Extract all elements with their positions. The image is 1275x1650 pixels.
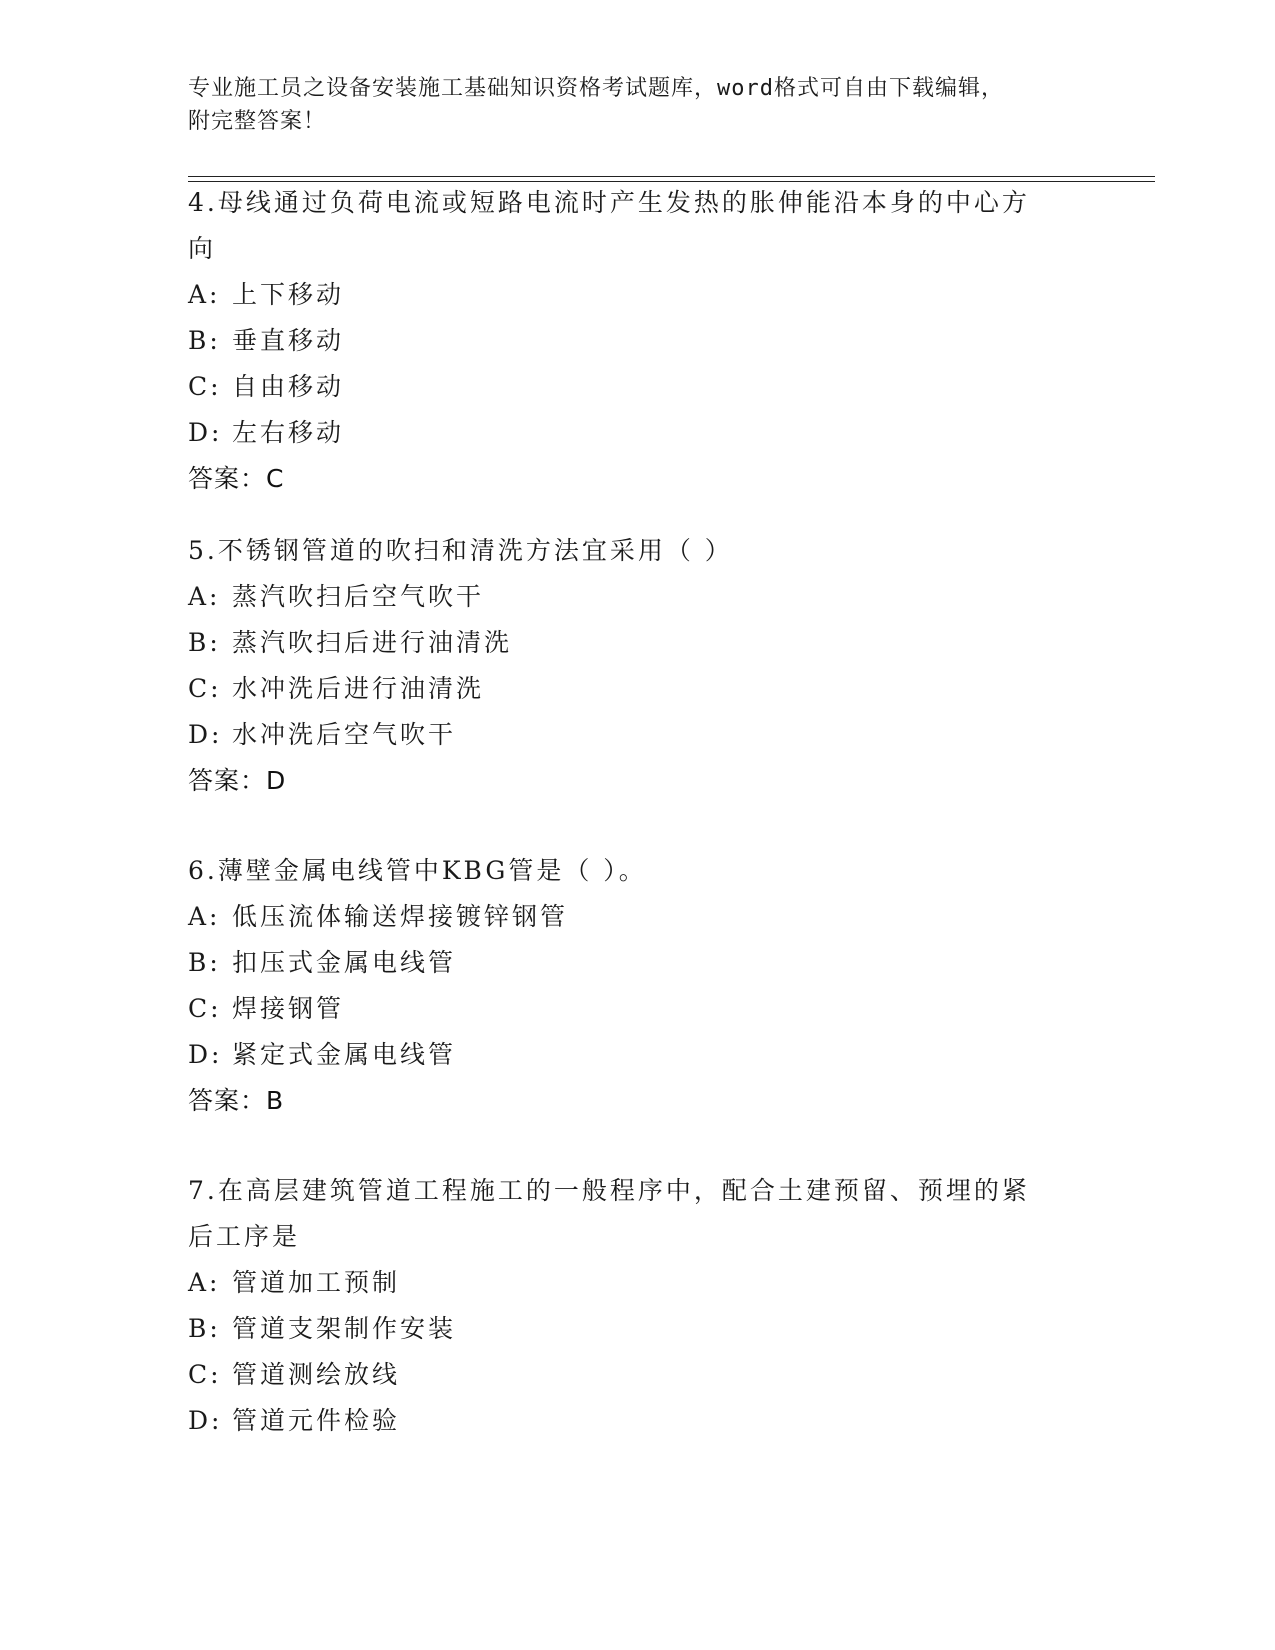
- option-letter: C:: [188, 1360, 222, 1389]
- option-d: [188, 410, 1088, 456]
- header-line-1: 专业施工员之设备安装施工基础知识资格考试题库，word格式可自由下载编辑，: [188, 76, 1004, 101]
- answer: 答案：C: [188, 464, 285, 493]
- option-letter: B:: [188, 1314, 221, 1343]
- option-text: 焊接钢管: [232, 994, 345, 1023]
- question-stem: [188, 180, 1088, 272]
- question-stem: [188, 848, 1088, 894]
- option-text: 水冲洗后空气吹干: [232, 720, 457, 749]
- option-letter: D:: [188, 720, 223, 749]
- option-letter: B:: [188, 948, 221, 977]
- option-text: 蒸汽吹扫后进行油清洗: [232, 628, 513, 657]
- option-d: [188, 1398, 1088, 1444]
- option-text: 左右移动: [232, 418, 345, 447]
- option-c: [188, 986, 1088, 1032]
- option-text: 扣压式金属电线管: [232, 948, 457, 977]
- question-stem: [188, 1168, 1088, 1260]
- answer: 答案：B: [188, 1086, 285, 1115]
- option-letter: D:: [188, 418, 223, 447]
- question-stem-line: 6.薄壁金属电线管中KBG管是（ ）。: [188, 856, 647, 885]
- header-divider-top: [188, 176, 1155, 177]
- option-text: 管道元件检验: [232, 1406, 401, 1435]
- option-c: [188, 364, 1088, 410]
- option-letter: D:: [188, 1406, 223, 1435]
- option-letter: C:: [188, 994, 222, 1023]
- option-text: 管道测绘放线: [232, 1360, 401, 1389]
- question-stem-line: 后工序是: [188, 1222, 301, 1251]
- option-letter: A:: [188, 902, 221, 931]
- question-stem: [188, 528, 1088, 574]
- option-b: [188, 620, 1088, 666]
- option-text: 水冲洗后进行油清洗: [232, 674, 485, 703]
- option-b: [188, 1306, 1088, 1352]
- option-text: 上下移动: [232, 280, 345, 309]
- option-letter: A:: [188, 280, 221, 309]
- option-text: 紧定式金属电线管: [232, 1040, 457, 1069]
- option-letter: A:: [188, 1268, 221, 1297]
- option-a: [188, 1260, 1088, 1306]
- option-text: 自由移动: [232, 372, 345, 401]
- answer: 答案：D: [188, 766, 287, 795]
- option-b: [188, 940, 1088, 986]
- question-6: [188, 848, 1088, 1124]
- option-letter: A:: [188, 582, 221, 611]
- option-letter: C:: [188, 674, 222, 703]
- option-text: 垂直移动: [232, 326, 345, 355]
- option-text: 低压流体输送焊接镀锌钢管: [232, 902, 569, 931]
- option-letter: D:: [188, 1040, 223, 1069]
- option-text: 管道加工预制: [232, 1268, 401, 1297]
- option-b: [188, 318, 1088, 364]
- question-5: [188, 528, 1088, 804]
- option-a: [188, 272, 1088, 318]
- question-stem-line: 5.不锈钢管道的吹扫和清洗方法宜采用（ ）: [188, 536, 733, 565]
- option-text: 蒸汽吹扫后空气吹干: [232, 582, 485, 611]
- question-stem-line: 向: [188, 234, 217, 263]
- option-a: [188, 894, 1088, 940]
- question-4: [188, 180, 1088, 502]
- option-letter: B:: [188, 326, 221, 355]
- option-a: [188, 574, 1088, 620]
- option-letter: C:: [188, 372, 222, 401]
- option-d: [188, 1032, 1088, 1078]
- question-7: [188, 1168, 1088, 1444]
- option-text: 管道支架制作安装: [232, 1314, 457, 1343]
- header-line-2: 附完整答案！: [188, 109, 327, 134]
- option-c: [188, 1352, 1088, 1398]
- option-letter: B:: [188, 628, 221, 657]
- option-d: [188, 712, 1088, 758]
- question-stem-line: 4.母线通过负荷电流或短路电流时产生发热的胀伸能沿本身的中心方: [188, 188, 1030, 217]
- question-stem-line: 7.在高层建筑管道工程施工的一般程序中，配合土建预留、预埋的紧: [188, 1176, 1030, 1205]
- document-header: [188, 72, 1068, 138]
- option-c: [188, 666, 1088, 712]
